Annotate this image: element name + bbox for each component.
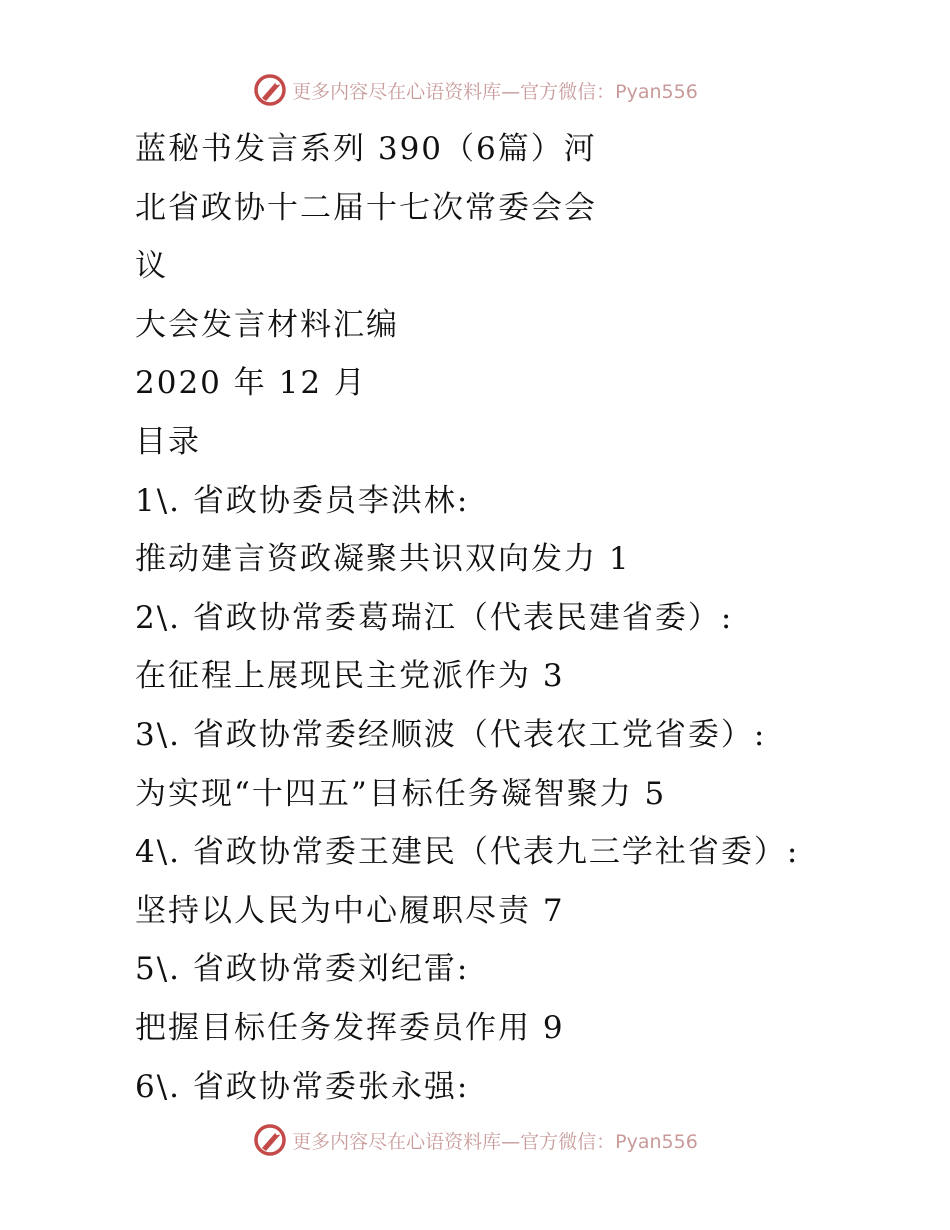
toc-entry: 2\. 省政协常委葛瑞江（代表民建省委）: <box>135 599 734 636</box>
toc-entry: 把握目标任务发挥委员作用 9 <box>135 1009 565 1046</box>
toc-heading: 目录 <box>135 423 201 460</box>
document-body <box>135 120 915 1116</box>
text-line: 大会发言材料汇编 <box>135 306 399 343</box>
toc-entry: 坚持以人民为中心履职尽责 7 <box>135 892 565 929</box>
text-line: 北省政协十二届十七次常委会会 <box>135 189 597 226</box>
toc-entry: 在征程上展现民主党派作为 3 <box>135 658 565 695</box>
toc-entry: 1\. 省政协委员李洪林: <box>135 482 470 519</box>
pen-logo-icon <box>252 1122 288 1158</box>
watermark-header <box>0 70 950 110</box>
pen-logo-icon <box>252 72 288 108</box>
toc-entry: 6\. 省政协常委张永强: <box>135 1068 470 1105</box>
watermark-text: 更多内容尽在心语资料库—官方微信：Pyan556 <box>292 80 698 103</box>
text-line: 2020 年 12 月 <box>135 365 367 402</box>
text-line: 蓝秘书发言系列 390（6篇）河 <box>135 131 597 167</box>
text-line: 议 <box>135 248 168 285</box>
toc-entry: 5\. 省政协常委刘纪雷: <box>135 951 470 988</box>
watermark-footer <box>0 1120 950 1160</box>
toc-entry: 3\. 省政协常委经顺波（代表农工党省委）: <box>135 716 767 753</box>
toc-entry: 为实现“十四五”目标任务凝智聚力 5 <box>135 775 667 812</box>
watermark-text: 更多内容尽在心语资料库—官方微信：Pyan556 <box>292 1130 698 1153</box>
toc-entry: 4\. 省政协常委王建民（代表九三学社省委）: <box>135 834 800 871</box>
toc-entry: 推动建言资政凝聚共识双向发力 1 <box>135 541 631 578</box>
